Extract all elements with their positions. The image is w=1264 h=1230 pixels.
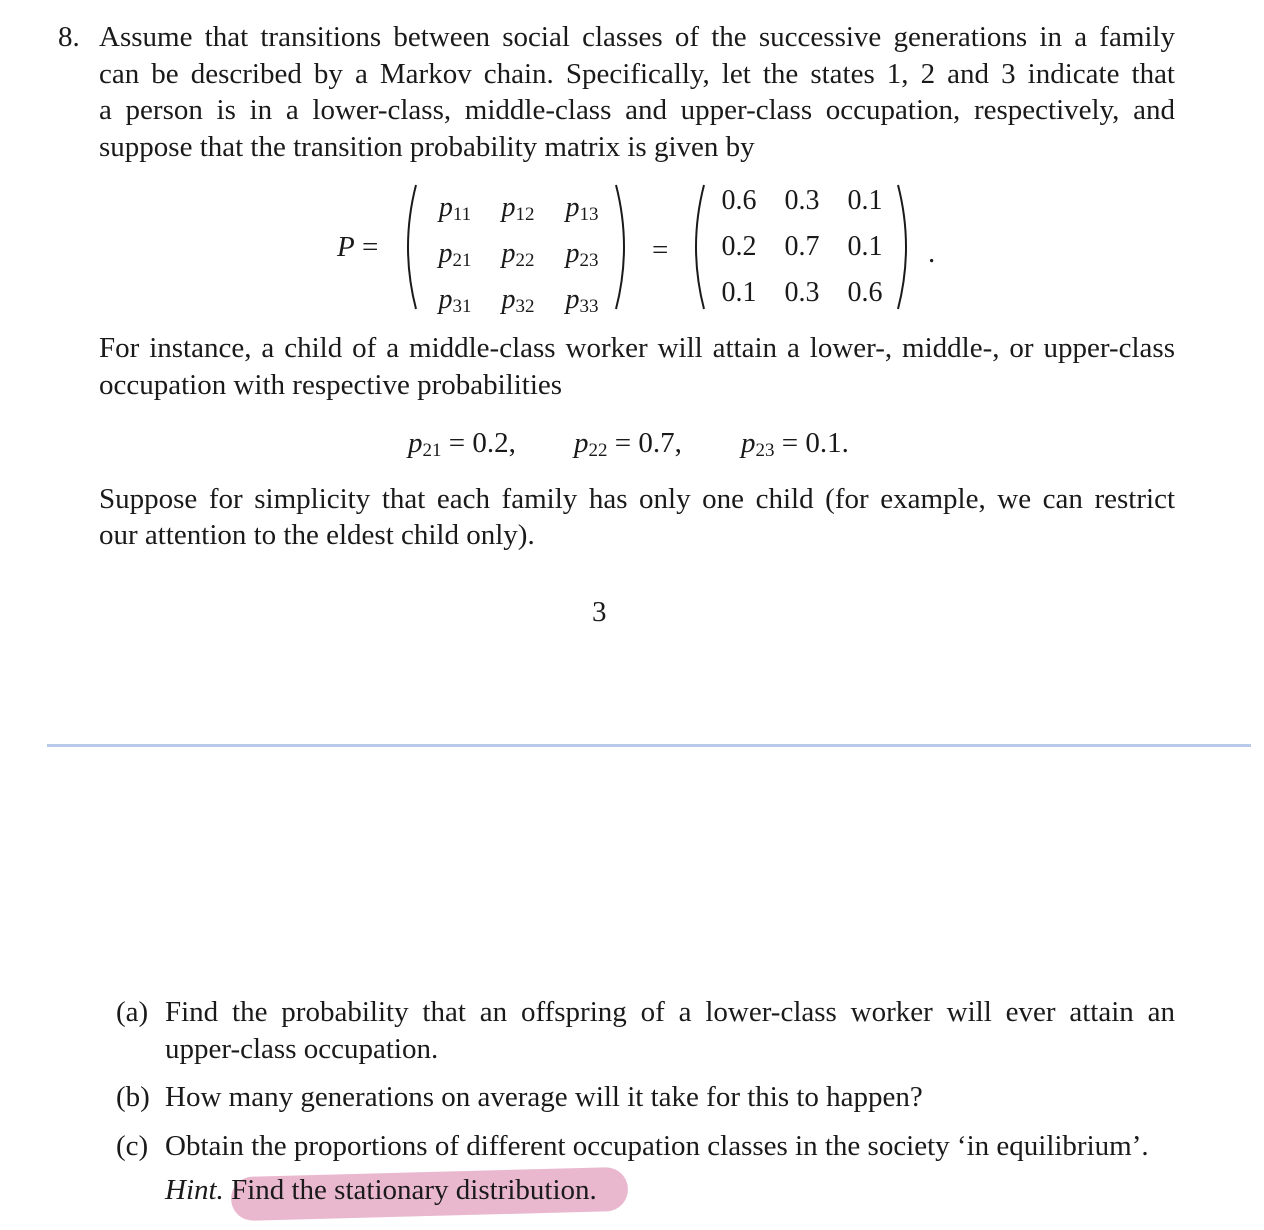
left-paren-symbolic <box>396 183 420 311</box>
matrix-symbol-p13: $p_{13}$ <box>565 192 599 225</box>
matrix-value-r1c2: 0.3 <box>784 185 820 216</box>
matrix-value-r2c3: 0.1 <box>847 231 883 262</box>
part-a-line-1: Find the probability that an offspring of a lower-class worker will ever attain an <box>165 996 1175 1028</box>
matrix-value-r3c1: 0.1 <box>721 277 757 308</box>
example-p21: $p_{21} = 0.2$, <box>408 427 516 461</box>
part-b-label: (b) <box>116 1081 150 1113</box>
matrix-symbol-p22: $p_{22}$ <box>501 238 535 271</box>
part-a-line-2: upper-class occupation. <box>165 1033 439 1065</box>
matrix-symbol-p23: $p_{23}$ <box>565 238 599 271</box>
part-c-label: (c) <box>116 1130 149 1162</box>
matrix-symbol-p33: $p_{33}$ <box>565 284 599 317</box>
right-paren-symbolic <box>612 183 636 311</box>
page-number: 3 <box>592 596 607 628</box>
intro-line-3: a person is in a lower-class, middle-class and upper-class occupation, respectively, and <box>99 94 1175 126</box>
part-b-line-1: How many generations on average will it take for this to happen? <box>165 1081 923 1113</box>
example-p23: $p_{23} = 0.1$. <box>741 427 849 461</box>
matrix-value-r1c3: 0.1 <box>847 185 883 216</box>
matrix-trailing-period: . <box>928 237 936 269</box>
hint-label: Hint. <box>165 1174 224 1206</box>
matrix-value-r2c1: 0.2 <box>721 231 757 262</box>
instance-line-1: For instance, a child of a middle-class worker will attain a lower-, middle-, or upper-class <box>99 332 1175 364</box>
part-c-line-1: Obtain the proportions of different occupation classes in the society ‘in equilibrium’. <box>165 1130 1149 1162</box>
intro-line-4: suppose that the transition probability matrix is given by <box>99 131 755 163</box>
simplicity-line-1: Suppose for simplicity that each family has only one child (for example, we can restrict <box>99 483 1175 515</box>
simplicity-line-2: our attention to the eldest child only). <box>99 519 535 551</box>
hint-text: Find the stationary distribution. <box>231 1174 597 1206</box>
instance-line-2: occupation with respective probabilities <box>99 369 563 401</box>
left-paren-numeric <box>684 183 708 311</box>
matrix-equals: = <box>652 234 669 266</box>
matrix-symbol-p31: $p_{31}$ <box>438 284 472 317</box>
matrix-value-r2c2: 0.7 <box>784 231 820 262</box>
matrix-lhs: P = <box>337 231 379 263</box>
matrix-symbol-p11: $p_{11}$ <box>438 192 472 225</box>
matrix-symbol-p21: $p_{21}$ <box>438 238 472 271</box>
part-a-label: (a) <box>116 996 149 1028</box>
matrix-symbol-p12: $p_{12}$ <box>501 192 535 225</box>
problem-number: 8. <box>58 21 80 53</box>
matrix-symbol-p32: $p_{32}$ <box>501 284 535 317</box>
intro-line-2: can be described by a Markov chain. Specifically, let the states 1, 2 and 3 indicate that <box>99 58 1175 90</box>
example-p22: $p_{22} = 0.7$, <box>574 427 682 461</box>
matrix-value-r3c3: 0.6 <box>847 277 883 308</box>
matrix-value-r3c2: 0.3 <box>784 277 820 308</box>
matrix-value-r1c1: 0.6 <box>721 185 757 216</box>
page-separator <box>47 744 1251 747</box>
intro-line-1: Assume that transitions between social classes of the successive generations in a family <box>99 21 1175 53</box>
hint-line <box>165 1172 597 1208</box>
